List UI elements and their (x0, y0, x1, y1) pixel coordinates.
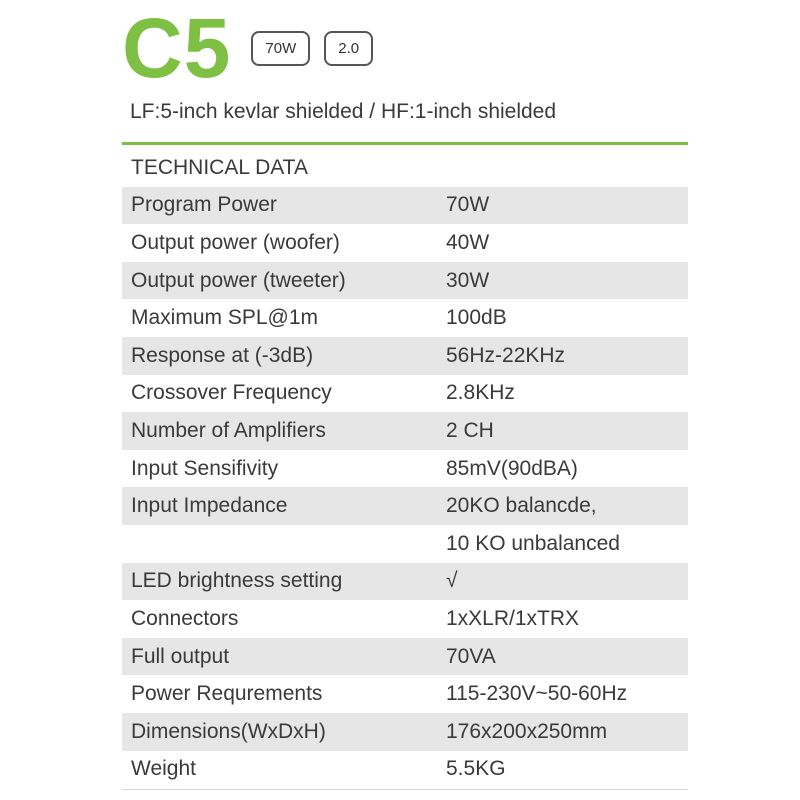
spec-label: Weight (131, 757, 196, 781)
spec-label: LED brightness setting (131, 569, 343, 593)
spec-value: 70W (446, 193, 490, 217)
spec-label: Input Impedance (131, 494, 288, 518)
spec-row (122, 187, 688, 225)
spec-value: 56Hz-22KHz (446, 343, 566, 367)
spec-value: 70VA (446, 644, 496, 668)
spec-label: Power Requrements (131, 682, 323, 706)
spec-row (122, 563, 688, 601)
product-header (122, 1, 387, 95)
spec-label: Crossover Frequency (131, 381, 332, 405)
spec-value: 85mV(90dBA) (446, 456, 578, 480)
spec-row (122, 751, 688, 789)
spec-value: 20KO balancde, (446, 494, 597, 518)
spec-label: Maximum SPL@1m (131, 306, 319, 330)
spec-row (122, 412, 688, 450)
spec-row (122, 713, 688, 751)
spec-label: Output power (tweeter) (131, 268, 346, 292)
spec-value: √ (446, 569, 458, 593)
spec-row (122, 262, 688, 300)
spec-row (122, 337, 688, 375)
spec-label: Dimensions(WxDxH) (131, 719, 326, 743)
bottom-divider (122, 789, 688, 790)
spec-row-continuation (122, 525, 688, 563)
spec-value: 5.5KG (446, 757, 506, 781)
power-badge: 70W (251, 31, 310, 66)
spec-value: 30W (446, 268, 490, 292)
spec-row (122, 487, 688, 525)
spec-row (122, 638, 688, 676)
spec-label: Response at (-3dB) (131, 343, 314, 367)
spec-label: Output power (woofer) (131, 230, 340, 254)
spec-label: Program Power (131, 193, 277, 217)
spec-value: 40W (446, 230, 490, 254)
spec-value: 10 KO unbalanced (446, 531, 620, 555)
spec-label: Full output (131, 644, 230, 668)
table-heading: TECHNICAL DATA (131, 155, 308, 179)
spec-value: 1xXLR/1xTRX (446, 606, 580, 630)
spec-row (122, 450, 688, 488)
channel-badge: 2.0 (324, 31, 373, 66)
spec-row (122, 675, 688, 713)
spec-label: Number of Amplifiers (131, 418, 326, 442)
technical-data-table (122, 149, 688, 788)
driver-description: LF:5-inch kevlar shielded / HF:1-inch shielded (130, 100, 557, 123)
accent-divider (122, 142, 688, 145)
spec-value: 100dB (446, 306, 507, 330)
spec-row (122, 224, 688, 262)
spec-label: Input Sensifivity (131, 456, 279, 480)
spec-value: 2 CH (446, 418, 494, 442)
spec-value: 2.8KHz (446, 381, 515, 405)
spec-row (122, 600, 688, 638)
spec-value: 176x200x250mm (446, 719, 608, 743)
spec-row (122, 375, 688, 413)
spec-label: Connectors (131, 606, 239, 630)
model-name: C5 (122, 1, 232, 95)
spec-row (122, 299, 688, 337)
spec-value: 115-230V~50-60Hz (446, 682, 628, 706)
